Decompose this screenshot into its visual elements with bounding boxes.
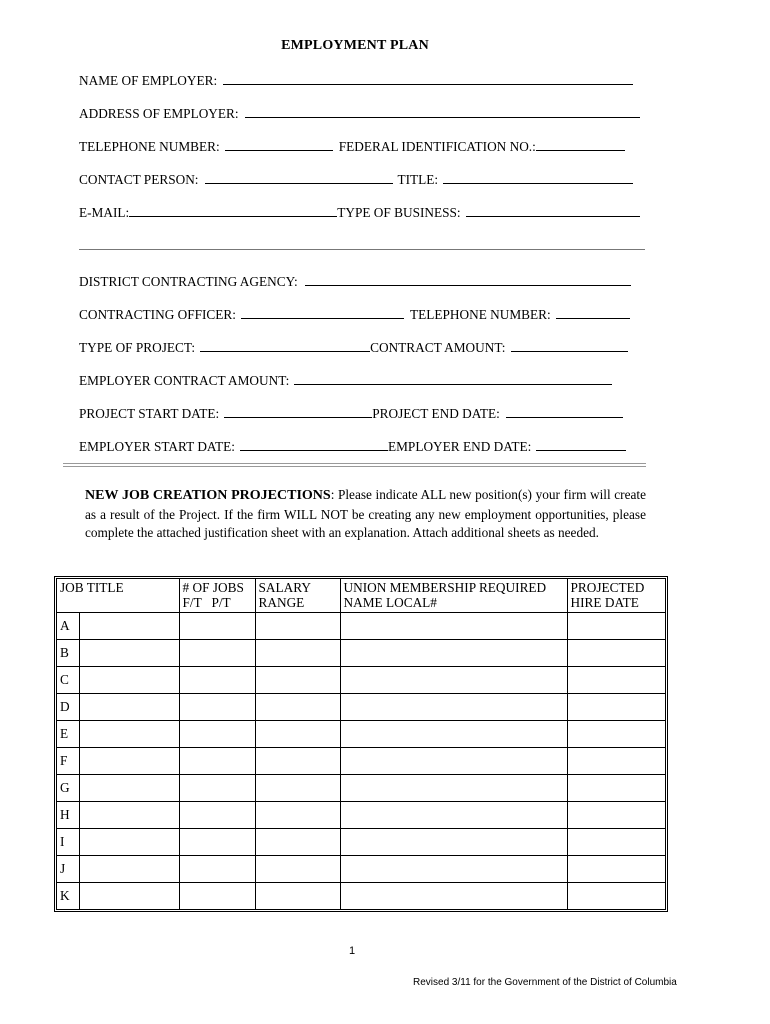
table-row — [57, 747, 665, 774]
jobs-count-cell[interactable] — [179, 639, 255, 666]
row-letter: J — [57, 855, 79, 882]
revision-footer: Revised 3/11 for the Government of the District of Columbia — [413, 977, 677, 988]
job-title-cell[interactable] — [79, 639, 179, 666]
contact-person-field[interactable] — [205, 183, 393, 184]
row-letter: A — [57, 612, 79, 639]
union-cell[interactable] — [340, 693, 567, 720]
officer-telephone-field[interactable] — [556, 318, 630, 319]
projections-heading: NEW JOB CREATION PROJECTIONS — [85, 488, 331, 503]
hire-date-cell[interactable] — [567, 774, 665, 801]
contracting-officer-field[interactable] — [241, 318, 404, 319]
job-title-cell[interactable] — [79, 747, 179, 774]
page-number: 1 — [349, 945, 356, 957]
employer-contract-amount-label: EMPLOYER CONTRACT AMOUNT: — [79, 373, 290, 388]
employer-end-label: EMPLOYER END DATE: — [387, 439, 532, 454]
job-title-cell[interactable] — [79, 828, 179, 855]
job-title-cell[interactable] — [79, 801, 179, 828]
jobs-count-cell[interactable] — [179, 693, 255, 720]
row-letter: H — [57, 801, 79, 828]
job-title-cell[interactable] — [79, 882, 179, 909]
salary-cell[interactable] — [255, 828, 340, 855]
form-title: EMPLOYMENT PLAN — [281, 38, 429, 53]
table-row — [57, 693, 665, 720]
project-end-label: PROJECT END DATE: — [372, 406, 500, 421]
union-cell[interactable] — [340, 774, 567, 801]
project-type-field[interactable] — [200, 351, 370, 352]
row-contact — [79, 167, 645, 187]
salary-cell[interactable] — [255, 693, 340, 720]
salary-cell[interactable] — [255, 801, 340, 828]
salary-cell[interactable] — [255, 774, 340, 801]
union-cell[interactable] — [340, 747, 567, 774]
jobs-count-cell[interactable] — [179, 855, 255, 882]
row-employer-dates — [79, 434, 645, 454]
salary-range-header — [255, 579, 340, 612]
hire-date-cell[interactable] — [567, 855, 665, 882]
contracting-officer-label: CONTRACTING OFFICER: — [79, 307, 236, 322]
union-header — [340, 579, 567, 612]
job-title-cell[interactable] — [79, 666, 179, 693]
employer-contract-amount-field[interactable] — [294, 384, 612, 385]
job-projections-table — [54, 576, 668, 912]
section-divider — [79, 249, 645, 250]
job-title-cell[interactable] — [79, 774, 179, 801]
row-letter: C — [57, 666, 79, 693]
jobs-count-cell[interactable] — [179, 828, 255, 855]
salary-cell[interactable] — [255, 720, 340, 747]
salary-cell[interactable] — [255, 747, 340, 774]
jobs-count-cell[interactable] — [179, 774, 255, 801]
projections-instructions — [85, 486, 646, 543]
union-cell[interactable] — [340, 828, 567, 855]
job-title-cell[interactable] — [79, 720, 179, 747]
project-start-field[interactable] — [224, 417, 372, 418]
table-row — [57, 828, 665, 855]
salary-cell[interactable] — [255, 639, 340, 666]
agency-field[interactable] — [305, 285, 631, 286]
federal-id-field[interactable] — [536, 150, 625, 151]
telephone-label: TELEPHONE NUMBER: — [79, 139, 220, 154]
jobs-count-header — [179, 579, 255, 612]
projections-text: : Please indicate ALL new position(s) your firm will create as a result of the Project. If the firm WILL NOT be creating any new employment opportunities, please complete the attached justification sheet with an explanation. Attach additional sheets as needed. — [85, 487, 646, 540]
row-letter: E — [57, 720, 79, 747]
job-title-cell[interactable] — [79, 612, 179, 639]
row-project-dates — [79, 401, 645, 421]
employer-address-field[interactable] — [245, 117, 640, 118]
jobs-count-cell[interactable] — [179, 747, 255, 774]
row-employer-name — [79, 68, 645, 88]
union-label: UNION MEMBERSHIP REQUIRED — [343, 580, 547, 595]
email-label: E-MAIL: — [79, 205, 130, 220]
table-row — [57, 666, 665, 693]
job-title-cell[interactable] — [79, 855, 179, 882]
union-cell[interactable] — [340, 612, 567, 639]
table-row — [57, 774, 665, 801]
double-divider — [63, 463, 646, 467]
officer-telephone-label: TELEPHONE NUMBER: — [410, 307, 551, 322]
salary-cell[interactable] — [255, 882, 340, 909]
row-agency — [79, 269, 645, 289]
jobs-ftpt-label: F/T P/T — [182, 595, 231, 610]
row-letter: F — [57, 747, 79, 774]
hire-date-cell[interactable] — [567, 666, 665, 693]
table-row — [57, 639, 665, 666]
jobs-count-label: # OF JOBS — [182, 580, 244, 595]
telephone-field[interactable] — [225, 150, 333, 151]
union-local-label: NAME LOCAL# — [343, 595, 437, 610]
employer-start-field[interactable] — [240, 450, 388, 451]
hire-date-cell[interactable] — [567, 828, 665, 855]
row-contracting-officer — [79, 302, 645, 322]
hire-date-cell[interactable] — [567, 720, 665, 747]
jobs-count-cell[interactable] — [179, 882, 255, 909]
employer-end-field[interactable] — [536, 450, 626, 451]
job-title-header: JOB TITLE — [57, 579, 179, 612]
email-field[interactable] — [129, 216, 337, 217]
contact-title-field[interactable] — [443, 183, 633, 184]
hire-date-cell[interactable] — [567, 639, 665, 666]
range-label: RANGE — [258, 595, 305, 610]
agency-label: DISTRICT CONTRACTING AGENCY: — [79, 274, 298, 289]
project-start-label: PROJECT START DATE: — [79, 406, 220, 421]
contact-title-label: TITLE: — [397, 172, 439, 187]
row-letter: K — [57, 882, 79, 909]
hire-date-cell[interactable] — [567, 612, 665, 639]
employer-name-field[interactable] — [223, 84, 633, 85]
hire-date-cell[interactable] — [567, 882, 665, 909]
union-cell[interactable] — [340, 882, 567, 909]
table-row — [57, 720, 665, 747]
row-project-type — [79, 335, 645, 355]
table-row — [57, 612, 665, 639]
hire-date-header — [567, 579, 665, 612]
row-employer-contract-amount — [79, 368, 645, 388]
contract-amount-label: CONTRACT AMOUNT: — [370, 340, 506, 355]
employer-start-label: EMPLOYER START DATE: — [79, 439, 235, 454]
table-row — [57, 882, 665, 909]
row-letter: G — [57, 774, 79, 801]
jobs-count-cell[interactable] — [179, 666, 255, 693]
employer-name-label: NAME OF EMPLOYER: — [79, 73, 218, 88]
employer-address-label: ADDRESS OF EMPLOYER: — [79, 106, 239, 121]
row-employer-address — [79, 101, 645, 121]
project-type-label: TYPE OF PROJECT: — [79, 340, 196, 355]
jobs-count-cell[interactable] — [179, 720, 255, 747]
union-cell[interactable] — [340, 666, 567, 693]
hire-date-label: HIRE DATE — [570, 595, 639, 610]
salary-cell[interactable] — [255, 612, 340, 639]
contract-amount-field[interactable] — [511, 351, 628, 352]
projected-label: PROJECTED — [570, 580, 645, 595]
union-cell[interactable] — [340, 855, 567, 882]
contact-person-label: CONTACT PERSON: — [79, 172, 199, 187]
table-row — [57, 801, 665, 828]
table-header-row — [57, 579, 665, 612]
union-cell[interactable] — [340, 801, 567, 828]
business-type-field[interactable] — [466, 216, 640, 217]
row-telephone-fein — [79, 134, 645, 154]
union-cell[interactable] — [340, 720, 567, 747]
federal-id-label: FEDERAL IDENTIFICATION NO.: — [338, 139, 536, 154]
row-letter: D — [57, 693, 79, 720]
project-end-field[interactable] — [506, 417, 623, 418]
union-cell[interactable] — [340, 639, 567, 666]
salary-label: SALARY — [258, 580, 311, 595]
row-letter: I — [57, 828, 79, 855]
table-row — [57, 855, 665, 882]
hire-date-cell[interactable] — [567, 693, 665, 720]
row-letter: B — [57, 639, 79, 666]
jobs-count-cell[interactable] — [179, 801, 255, 828]
job-title-cell[interactable] — [79, 693, 179, 720]
row-email-business — [79, 200, 645, 220]
hire-date-cell[interactable] — [567, 747, 665, 774]
jobs-count-cell[interactable] — [179, 612, 255, 639]
salary-cell[interactable] — [255, 666, 340, 693]
business-type-label: TYPE OF BUSINESS: — [337, 205, 461, 220]
salary-cell[interactable] — [255, 855, 340, 882]
hire-date-cell[interactable] — [567, 801, 665, 828]
